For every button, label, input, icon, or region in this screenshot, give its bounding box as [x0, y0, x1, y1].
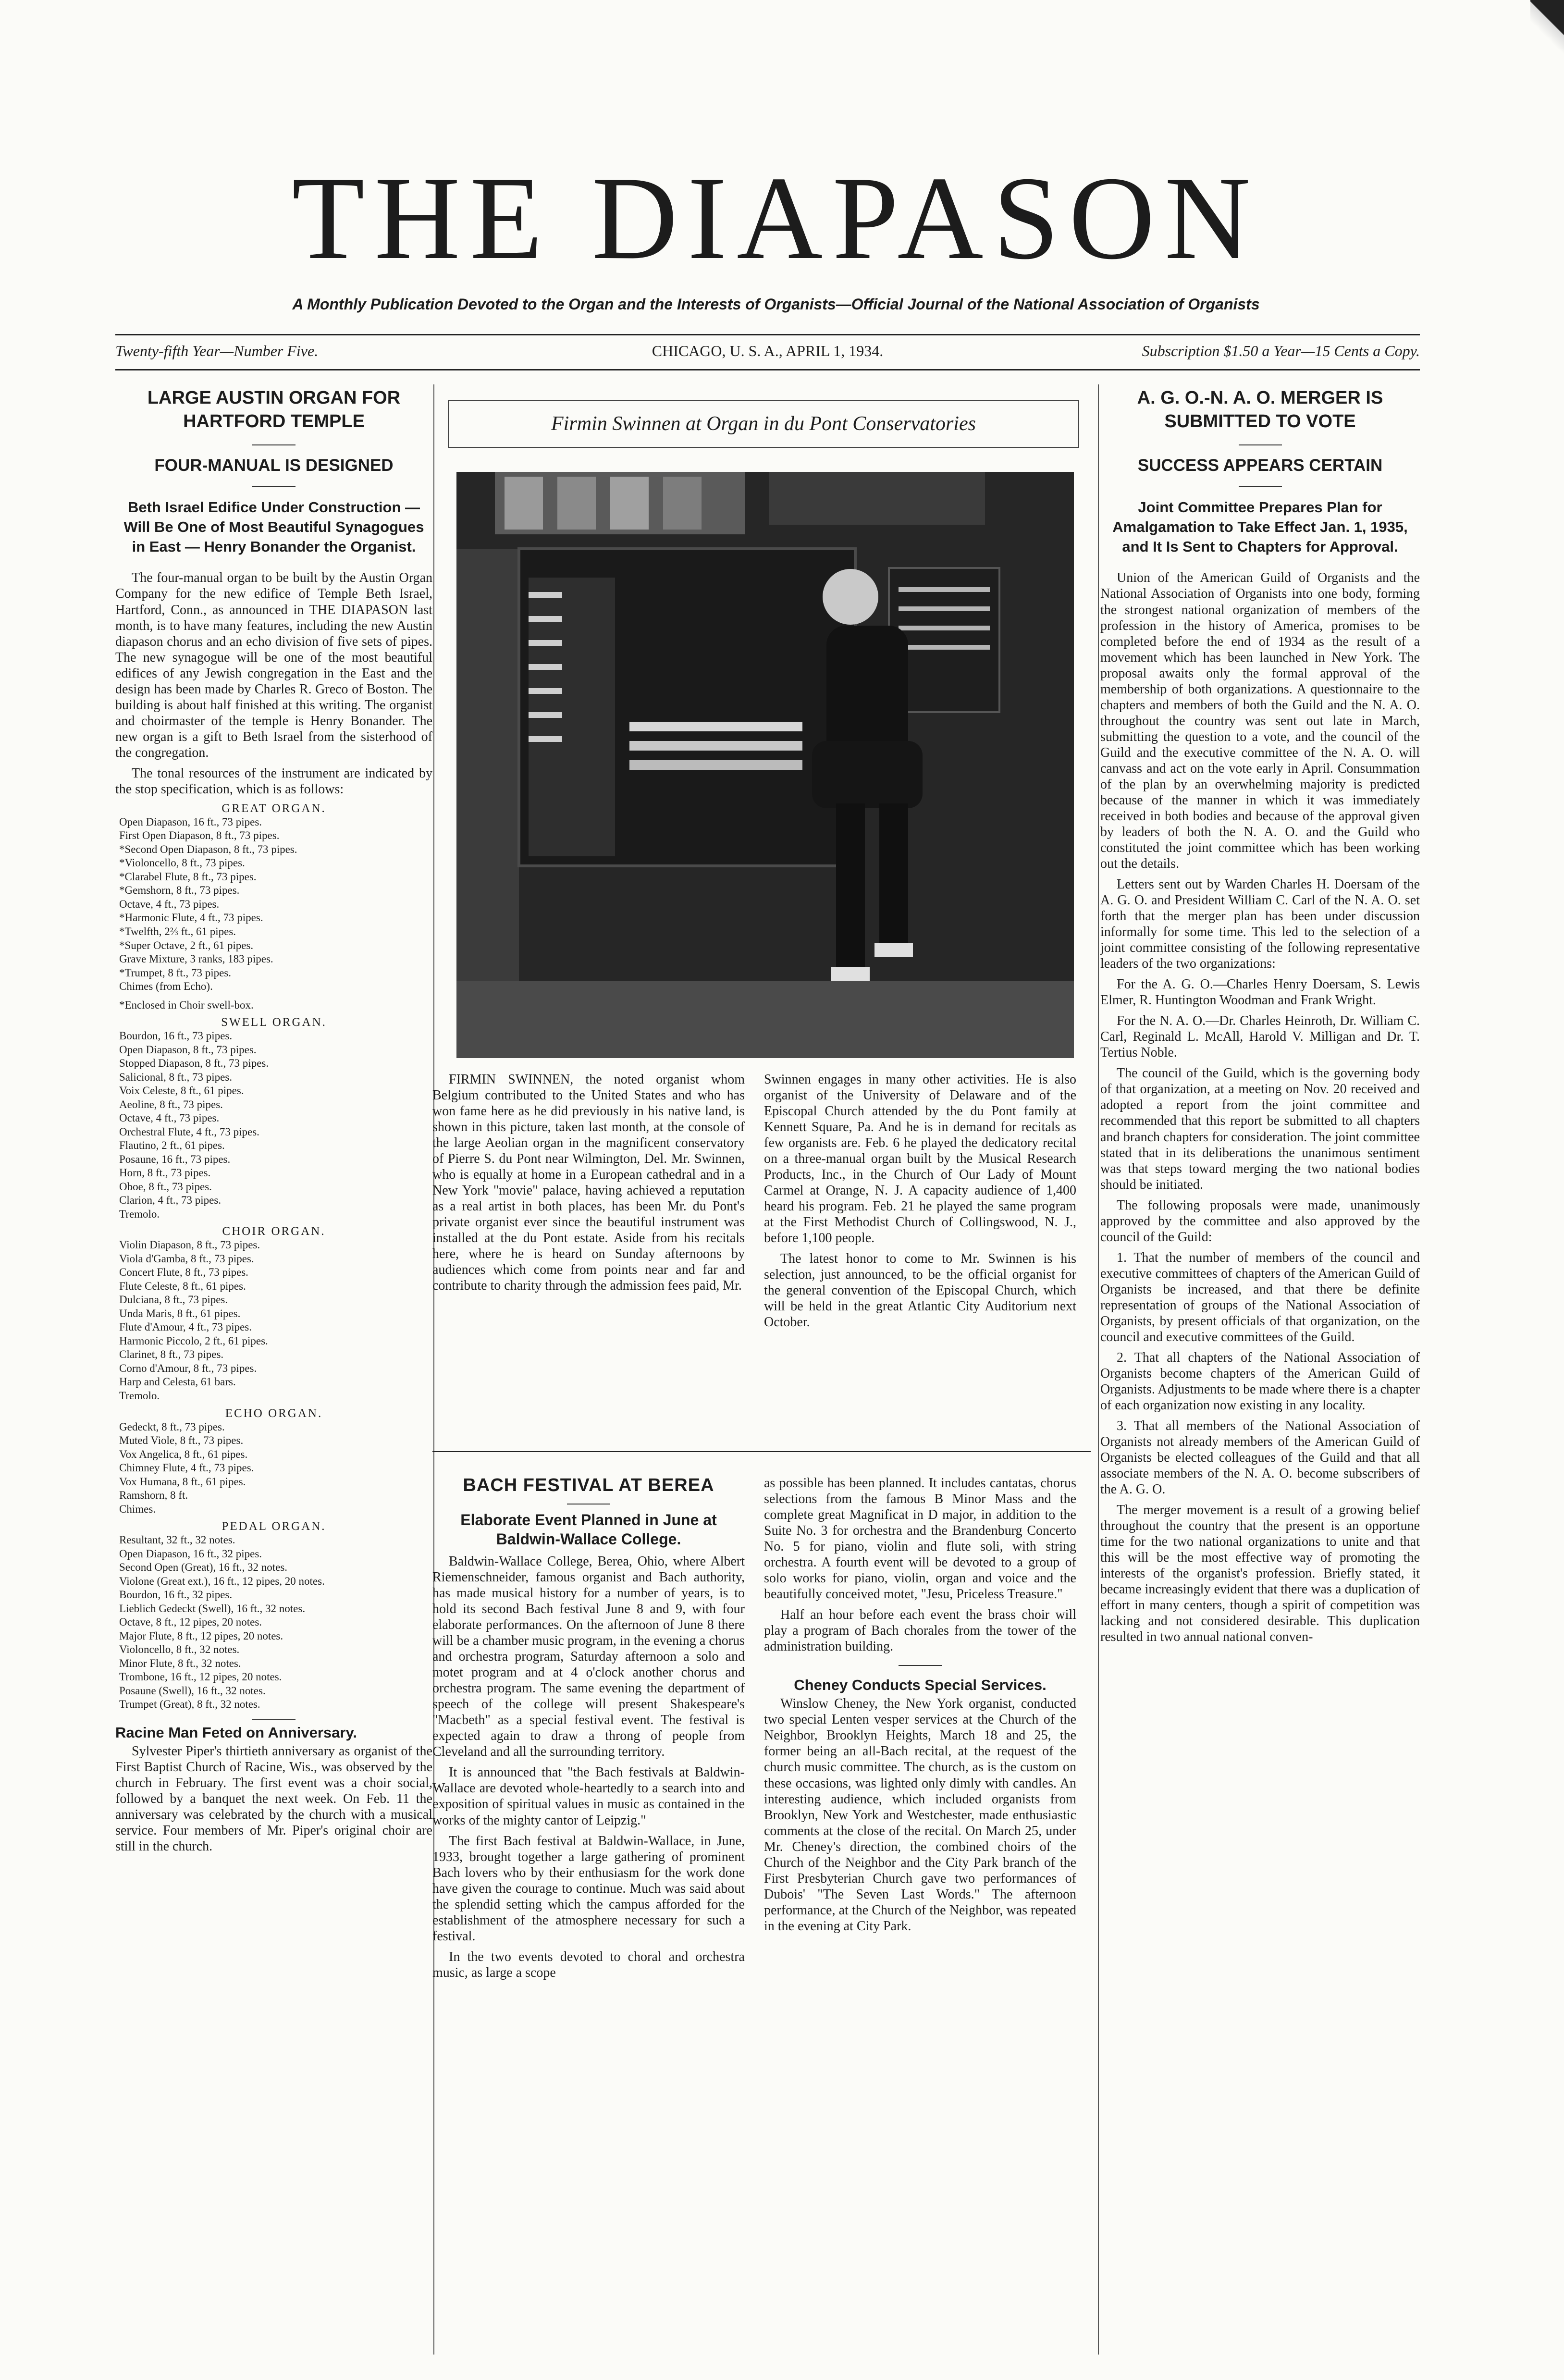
stop-list-item: Lieblich Gedeckt (Swell), 16 ft., 32 notes. [119, 1602, 306, 1615]
stop-list-item: Second Open (Great), 16 ft., 32 notes. [119, 1561, 288, 1574]
issue-date: CHICAGO, U. S. A., APRIL 1, 1934. [652, 342, 884, 359]
merger-paragraph: 3. That all members of the National Association of Organists not already members of the American Guild of Organists be elected colleagues of the Guild and that all associate members of the N. A. O. become subscribers of the A. G. O. [1100, 1418, 1420, 1497]
volume-number: Twenty-fifth Year—Number Five. [115, 342, 319, 359]
merger-paragraph: The council of the Guild, which is the governing body of that organization, at a meeting on Nov. 20 received and adopted a report from the joint committee and recommended that this report be submitted to all chapters and branch chapters for consideration. The joint committee stated that in its deliberations the unanimous sentiment was that steps toward merging the two national bodies should be initiated. [1100, 1066, 1420, 1192]
masthead-title: THE DIAPASON [292, 152, 1260, 284]
stop-list-item: Vox Humana, 8 ft., 61 pipes. [119, 1475, 246, 1488]
stop-list-item: Clarinet, 8 ft., 73 pipes. [119, 1348, 224, 1361]
stop-list-item: Concert Flute, 8 ft., 73 pipes. [119, 1266, 248, 1279]
stop-list-item: Open Diapason, 16 ft., 32 pipes. [119, 1547, 262, 1560]
merger-paragraph: 1. That the number of members of the council and executive committees of chapters of the American Guild of Organists be increased, and that there be definite representation of groups of the National Association of Organists, by present officials of that organization, on the council and executive committees of the Guild. [1100, 1250, 1420, 1344]
merger-paragraph: For the N. A. O.—Dr. Charles Heinroth, Dr. William C. Carl, Reginald L. McAll, Harold V. Milligan and Dr. T. Tertius Noble. [1100, 1013, 1420, 1061]
bach-paragraph: Half an hour before each event the brass choir will play a program of Bach chorales from the tower of the administration building. [764, 1607, 1076, 1654]
merger-paragraph: For the A. G. O.—Charles Henry Doersam, S. Lewis Elmer, R. Huntington Woodman and Frank Wright. [1100, 977, 1420, 1008]
merger-subhead: SUCCESS APPEARS CERTAIN [1137, 456, 1383, 475]
stop-list-item: Trombone, 16 ft., 12 pipes, 20 notes. [119, 1671, 282, 1683]
caption-paragraph: Swinnen engages in many other activities. He is also organist of the University of Delaware and of the Episcopal Church attended by the du Pont family at Kennett Square, Pa. And he is in demand for recitals as few organists are. Feb. 6 he played the dedicatory recital on a three-manual organ built by the Musical Research Products, Inc., in the Church of Our Lady of Mount Carmel at Orange, N. J. A capacity audience of 1,400 heard his program. Feb. 21 he played the same program at the First Methodist Church of Collingswood, N. J., before 1,100 people. [764, 1072, 1076, 1246]
column-austin-organ [115, 384, 432, 2355]
choir-organ-stops [119, 1238, 432, 1403]
merger-paragraph: Union of the American Guild of Organists and the National Association of Organists into one body, forming the strongest national organization of members of the profession in the history of America, promises to be completed before the end of 1934 as the result of a movement which has been launched in New York. The proposal awaits only the formal approval of the membership of both organizations. A questionnaire to the chapters and members of both the Guild and the N. A. O. throughout the country was sent out late in March, submitting the question to a vote, and the council of the Guild and the executive committee of the N. A. O. will canvass and act on the vote early in April. Consummation of the plan by an overwhelming majority is predicted because of the manner in which it was immediately received in both bodies and because of the approval given by leaders of both the N. A. O. and the Guild who constituted the joint committee which has been working out the details. [1100, 570, 1420, 871]
stop-list-item: Gedeckt, 8 ft., 73 pipes. [119, 1420, 225, 1433]
caption-right-column [764, 1072, 1076, 1335]
stop-list-item: Open Diapason, 16 ft., 73 pipes. [119, 815, 262, 828]
divider [1239, 486, 1282, 487]
organ-console-photo [456, 472, 1074, 1058]
stop-list-item: Resultant, 32 ft., 32 notes. [119, 1534, 235, 1546]
swell-organ-title: SWELL ORGAN. [221, 1016, 327, 1029]
divider [1239, 444, 1282, 445]
stop-list-item: Viola d'Gamba, 8 ft., 73 pipes. [119, 1252, 254, 1265]
photo-headline-box: Firmin Swinnen at Organ in du Pont Conservatories [448, 400, 1079, 448]
stop-list-item: Chimney Flute, 4 ft., 73 pipes. [119, 1462, 254, 1474]
stop-list-item: Major Flute, 8 ft., 12 pipes, 20 notes. [119, 1629, 283, 1642]
column-rule [433, 384, 434, 2355]
austin-deck: Beth Israel Edifice Under Construction —Will Be One of Most Beautiful Synagogues in East — Henry Bonander the Organist. [123, 498, 424, 555]
pedal-organ-stops [119, 1533, 432, 1712]
echo-organ-stops [119, 1420, 432, 1517]
masthead-rule-bottom [115, 369, 1420, 370]
stop-list-item: *Twelfth, 2⅔ ft., 61 pipes. [119, 925, 236, 937]
stop-list-item: *Super Octave, 2 ft., 61 pipes. [119, 939, 254, 951]
pedal-organ-title: PEDAL ORGAN. [222, 1520, 326, 1533]
bach-paragraph: It is announced that "the Bach festivals at Baldwin-Wallace are devoted whole-heartedly to a search into and exposition of spiritual values in music as contained in the works of the mighty cantor of Leipzig." [432, 1765, 745, 1828]
stop-list-item: Clarion, 4 ft., 73 pipes. [119, 1194, 222, 1207]
merger-paragraph: Letters sent out by Warden Charles H. Doersam of the A. G. O. and President William C. Carl of the N. A. O. set forth that the merger plan has been under discussion informally for some time. This led to the selection of a joint committee consisting of the following representative leaders of the two organizations: [1100, 877, 1420, 972]
masthead-rule-top [115, 334, 1420, 335]
stop-list-item: Stopped Diapason, 8 ft., 73 pipes. [119, 1057, 269, 1070]
stop-list-item: *Gemshorn, 8 ft., 73 pipes. [119, 884, 240, 897]
stop-list-item: Posaune, 16 ft., 73 pipes. [119, 1153, 231, 1165]
austin-headline: LARGE AUSTIN ORGAN FOR HARTFORD TEMPLE [147, 388, 401, 432]
stop-list-item: Chimes. [119, 1503, 156, 1515]
stop-list-item: Corno d'Amour, 8 ft., 73 pipes. [119, 1362, 257, 1374]
section-rule [432, 1451, 1091, 1452]
stop-list-item: Bourdon, 16 ft., 32 pipes. [119, 1589, 233, 1601]
great-organ-stops [119, 815, 432, 994]
choir-organ-title: CHOIR ORGAN. [222, 1225, 326, 1238]
stop-list-item: Aeoline, 8 ft., 73 pipes. [119, 1098, 223, 1110]
column-rule [1098, 384, 1099, 2355]
stop-list-item: Posaune (Swell), 16 ft., 32 notes. [119, 1684, 266, 1697]
stop-list-item: Vox Angelica, 8 ft., 61 pipes. [119, 1448, 248, 1460]
stop-list-item: Harp and Celesta, 61 bars. [119, 1376, 236, 1388]
stop-list-item: *Harmonic Flute, 4 ft., 73 pipes. [119, 912, 263, 924]
merger-headline: A. G. O.-N. A. O. MERGER IS SUBMITTED TO VOTE [1137, 388, 1383, 432]
column-merger [1100, 384, 1420, 2355]
subscription-price: Subscription $1.50 a Year—15 Cents a Copy. [1142, 342, 1420, 359]
stop-list-item: Flute d'Amour, 4 ft., 73 pipes. [119, 1321, 252, 1333]
stop-list-item: Octave, 8 ft., 12 pipes, 20 notes. [119, 1616, 262, 1628]
bach-deck: Elaborate Event Planned in June at Baldwin-Wallace College. [460, 1511, 717, 1548]
stop-list-item: Tremolo. [119, 1208, 160, 1220]
stop-list-item: Octave, 4 ft., 73 pipes. [119, 1112, 220, 1124]
merger-paragraph: The following proposals were made, unanimously approved by the committee and also approved by the council of the Guild: [1100, 1197, 1420, 1245]
stop-list-item: Dulciana, 8 ft., 73 pipes. [119, 1294, 228, 1306]
bach-headline: BACH FESTIVAL AT BEREA [463, 1475, 714, 1495]
divider [252, 486, 296, 487]
stop-list-item: Grave Mixture, 3 ranks, 183 pipes. [119, 953, 273, 965]
stop-list-item: Orchestral Flute, 4 ft., 73 pipes. [119, 1125, 259, 1138]
stop-list-item: Unda Maris, 8 ft., 61 pipes. [119, 1307, 241, 1319]
stop-list-item: Open Diapason, 8 ft., 73 pipes. [119, 1043, 257, 1056]
stop-list-item: Violoncello, 8 ft., 32 notes. [119, 1643, 240, 1656]
caption-paragraph: FIRMIN SWINNEN, the noted organist whom Belgium contributed to the United States and who has won fame here as he did previously in his native land, is shown in this picture, taken last month, at the console of the large Aeolian organ in the magnificent conservatory of Pierre S. du Pont near Wilmington, Del. Mr. Swinnen, who is equally at home in a European cathedral and in a New York "movie" palace, having achieved a reputation as a real artist in both places, has been Mr. du Pont's private organist ever since the beautiful instrument was installed at the du Pont estate. Aside from his recitals here, where he is heard on Sunday afternoons by audiences which come from points near and far and contribute to charity through the admission fees paid, Mr. [432, 1072, 745, 1294]
stop-list-item: Tremolo. [119, 1389, 160, 1402]
stop-list-item: *Clarabel Flute, 8 ft., 73 pipes. [119, 870, 257, 883]
merger-paragraph: The merger movement is a result of a growing belief throughout the country that the present is an opportune time for the two national organizations to unite and that this will be the most effective way of promoting the interests of the organist's profession. Briefly stated, it became increasingly evident that there was a duplication of effort in many centers, though a spirit of competition was lacking and not considered desirable. This duplication resulted in two annual national conven- [1100, 1503, 1420, 1645]
stop-list-item: Octave, 4 ft., 73 pipes. [119, 898, 220, 910]
enclosed-note-text: *Enclosed in Choir swell-box. [119, 999, 254, 1011]
stop-list-item: *Trumpet, 8 ft., 73 pipes. [119, 966, 231, 979]
stop-list-item: Salicional, 8 ft., 73 pipes. [119, 1071, 233, 1083]
bach-column-left [432, 1475, 745, 1985]
racine-body: Sylvester Piper's thirtieth anniversary as organist of the First Baptist Church of Racine, Wis., was observed by the church in February. The first event was a choir social, followed by a banquet the next week. On Feb. 11 the anniversary was celebrated by the church with a musical service. Four members of Mr. Piper's original choir are still in the church. [115, 1743, 432, 1854]
photo-swinnen-at-organ [456, 472, 1074, 1058]
stop-list-item: Trumpet (Great), 8 ft., 32 notes. [119, 1698, 260, 1711]
enclosed-note [119, 999, 432, 1012]
caption-paragraph: The latest honor to come to Mr. Swinnen is his selection, just announced, to be the official organist for the general convention of the Episcopal Church, which will be held in the great Atlantic City Auditorium next October. [764, 1251, 1076, 1330]
masthead-subtitle: A Monthly Publication Devoted to the Organ and the Interests of Organists—Official Journal of the National Association of Organists [292, 296, 1260, 313]
bach-paragraph: In the two events devoted to choral and orchestra music, as large a scope [432, 1949, 745, 1980]
stop-list-item: Chimes (from Echo). [119, 980, 213, 993]
bach-column-right [764, 1475, 1076, 1939]
great-organ-title: GREAT ORGAN. [222, 802, 326, 815]
austin-paragraph: The tonal resources of the instrument are indicated by the stop specification, which is as follows: [115, 765, 432, 797]
stop-list-item: Violin Diapason, 8 ft., 73 pipes. [119, 1239, 260, 1251]
merger-paragraph: 2. That all chapters of the National Association of Organists become chapters of the American Guild of Organists. Adjustments to be made where there is a chapter of each organization now existing in any locality. [1100, 1350, 1420, 1413]
stop-list-item: Ramshorn, 8 ft. [119, 1489, 188, 1502]
stop-list-item: Harmonic Piccolo, 2 ft., 61 pipes. [119, 1334, 268, 1347]
merger-deck: Joint Committee Prepares Plan for Amalgamation to Take Effect Jan. 1, 1935, and It Is Sent to Chapters for Approval. [1112, 498, 1408, 555]
stop-list-item: Minor Flute, 8 ft., 32 notes. [119, 1657, 241, 1669]
stop-list-item: Flautino, 2 ft., 61 pipes. [119, 1139, 225, 1152]
stop-list-item: *Violoncello, 8 ft., 73 pipes. [119, 857, 245, 869]
stop-list-item: Muted Viole, 8 ft., 73 pipes. [119, 1434, 244, 1447]
stop-list-item: First Open Diapason, 8 ft., 73 pipes. [119, 829, 280, 842]
austin-subhead: FOUR-MANUAL IS DESIGNED [154, 456, 394, 475]
cheney-body: Winslow Cheney, the New York organist, conducted two special Lenten vesper services at the Church of the Neighbor, Brooklyn Heights, March 18 and 25, the former being an all-Bach recital, at the request of the church music committee. The church, as is the custom on these occasions, was lighted only dimly with candles. An interesting audience, which included organists from Brooklyn, New York and Westchester, made enthusiastic comments at the close of the recital. On March 25, under Mr. Cheney's direction, the combined choirs of the Church of the Neighbor and the City Park branch of the First Presbyterian Church gave two performances of Dubois' "The Seven Last Words." The afternoon performance, at the Church of the Neighbor, was repeated in the evening at City Park. [764, 1696, 1076, 1934]
bach-paragraph: Baldwin-Wallace College, Berea, Ohio, where Albert Riemenschneider, famous organist and Bach authority, has made musical history for a number of years, is to hold its second Bach festival June 8 and 9, with four elaborate performances. On the afternoon of June 8 there will be a chamber music program, in the evening a chorus and orchestra program, Saturday afternoon a solo and motet program and at 4 o'clock another chorus and orchestra program. The same evening the department of speech of the college will present Shakespeare's "Macbeth" as a special festival event. The festival is expected again to draw a throng of people from Cleveland and all the surrounding territory. [432, 1554, 745, 1760]
stop-list-item: *Second Open Diapason, 8 ft., 73 pipes. [119, 843, 297, 855]
racine-headline: Racine Man Feted on Anniversary. [115, 1724, 357, 1741]
stop-list-item: Voix Celeste, 8 ft., 61 pipes. [119, 1085, 244, 1097]
stop-list-item: Oboe, 8 ft., 73 pipes. [119, 1180, 212, 1193]
page-corner-fold [1530, 0, 1564, 58]
cheney-headline: Cheney Conducts Special Services. [794, 1677, 1047, 1694]
caption-left-column [432, 1072, 745, 1298]
stop-list-item: Bourdon, 16 ft., 73 pipes. [119, 1030, 233, 1042]
austin-paragraph: The four-manual organ to be built by the Austin Organ Company for the new edifice of Temple Beth Israel, Hartford, Conn., as announced in THE DIAPASON last month, is to have many features, including the new Austin diapason chorus and an echo division of five sets of pipes. The new synagogue will be one of the most beautiful edifices of any Jewish congregation in the East and the design has been made by Charles R. Greco of Boston. The building is about half finished at this writing. The organist and choirmaster of the temple is Henry Bonander. The new organ is a gift to Beth Israel from the sisterhood of the congregation. [115, 570, 432, 760]
bach-paragraph: as possible has been planned. It includes cantatas, chorus selections from the famous B Minor Mass and the complete great Magnificat in D major, in addition to the Suite No. 3 for orchestra and the Brandenburg Concerto No. 5 for piano, violin and flute soli, with string orchestra. A fourth event will be devoted to a group of solo works for piano, violin, organ and voice and the beautifully conceived motet, "Jesu, Priceless Treasure." [764, 1476, 1076, 1602]
stop-list-item: Flute Celeste, 8 ft., 61 pipes. [119, 1280, 246, 1292]
divider [252, 444, 296, 445]
divider [899, 1665, 942, 1666]
stop-list-item: Horn, 8 ft., 73 pipes. [119, 1167, 211, 1179]
stop-list-item: Violone (Great ext.), 16 ft., 12 pipes, 20 notes. [119, 1575, 325, 1587]
bach-paragraph: The first Bach festival at Baldwin-Wallace, in June, 1933, brought together a large gathering of prominent Bach lovers who by their enthusiasm for the work done have given the courage to continue. Much was said about the splendid setting which the campus afforded for the establishment of the atmosphere necessary for such a festival. [432, 1833, 745, 1944]
dateline-bar [115, 342, 1420, 363]
divider [252, 1719, 296, 1720]
echo-organ-title: ECHO ORGAN. [225, 1406, 323, 1420]
swell-organ-stops [119, 1029, 432, 1221]
